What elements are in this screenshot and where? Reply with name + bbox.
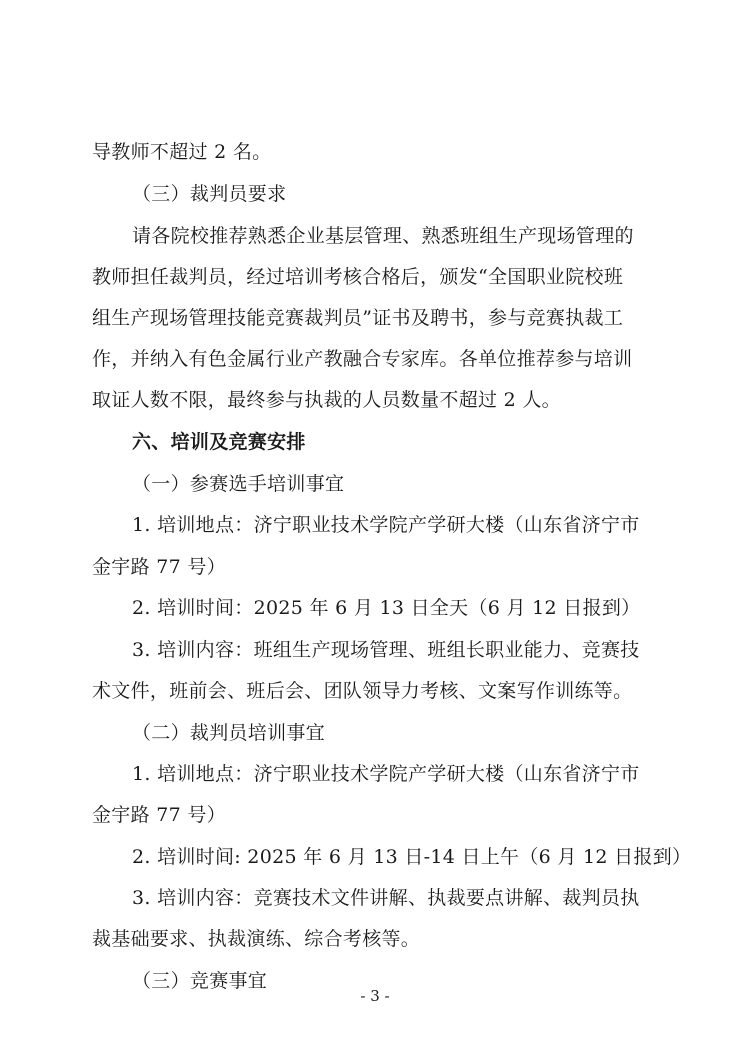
list-item-line: 裁基础要求、执裁演练、综合考核等。: [92, 928, 421, 950]
body-text-line: 取证人数不限，最终参与执裁的人员数量不超过 2 人。: [92, 389, 561, 411]
body-text-line: 教师担任裁判员，经过培训考核合格后，颁发“全国职业院校班: [92, 266, 624, 288]
list-item-line: 3. 培训内容：班组生产现场管理、班组长职业能力、竞赛技: [132, 639, 640, 661]
list-item-line: 金宇路 77 号）: [92, 804, 226, 826]
list-item-line: 2. 培训时间：2025 年 6 月 13 日全天（6 月 12 日报到）: [132, 597, 641, 619]
body-text-line: 请各院校推荐熟悉企业基层管理、熟悉班组生产现场管理的: [132, 225, 634, 247]
section-subheading: （三）裁判员要求: [132, 183, 287, 205]
section-subheading: （一）参赛选手培训事宜: [132, 473, 345, 495]
section-heading: 六、培训及竞赛安排: [132, 431, 306, 453]
body-text-line: 导教师不超过 2 名。: [92, 141, 272, 163]
list-item-line: 金宇路 77 号）: [92, 556, 226, 578]
list-item-line: 2. 培训时间: 2025 年 6 月 13 日-14 日上午（6 月 12 日报到）: [132, 846, 692, 868]
section-subheading: （三）竞赛事宜: [132, 970, 268, 992]
list-item-line: 1. 培训地点：济宁职业技术学院产学研大楼（山东省济宁市: [132, 514, 640, 536]
list-item-line: 3. 培训内容：竞赛技术文件讲解、执裁要点讲解、裁判员执: [132, 887, 640, 909]
page-number: - 3 -: [360, 987, 390, 1005]
body-text-line: 作，并纳入有色金属行业产教融合专家库。各单位推荐参与培训: [92, 348, 633, 370]
body-text-line: 组生产现场管理技能竞赛裁判员”证书及聘书，参与竞赛执裁工: [92, 307, 624, 329]
list-item-line: 术文件，班前会、班后会、团队领导力考核、文案写作训练等。: [92, 680, 633, 702]
list-item-line: 1. 培训地点：济宁职业技术学院产学研大楼（山东省济宁市: [132, 763, 640, 785]
section-subheading: （二）裁判员培训事宜: [132, 722, 326, 744]
